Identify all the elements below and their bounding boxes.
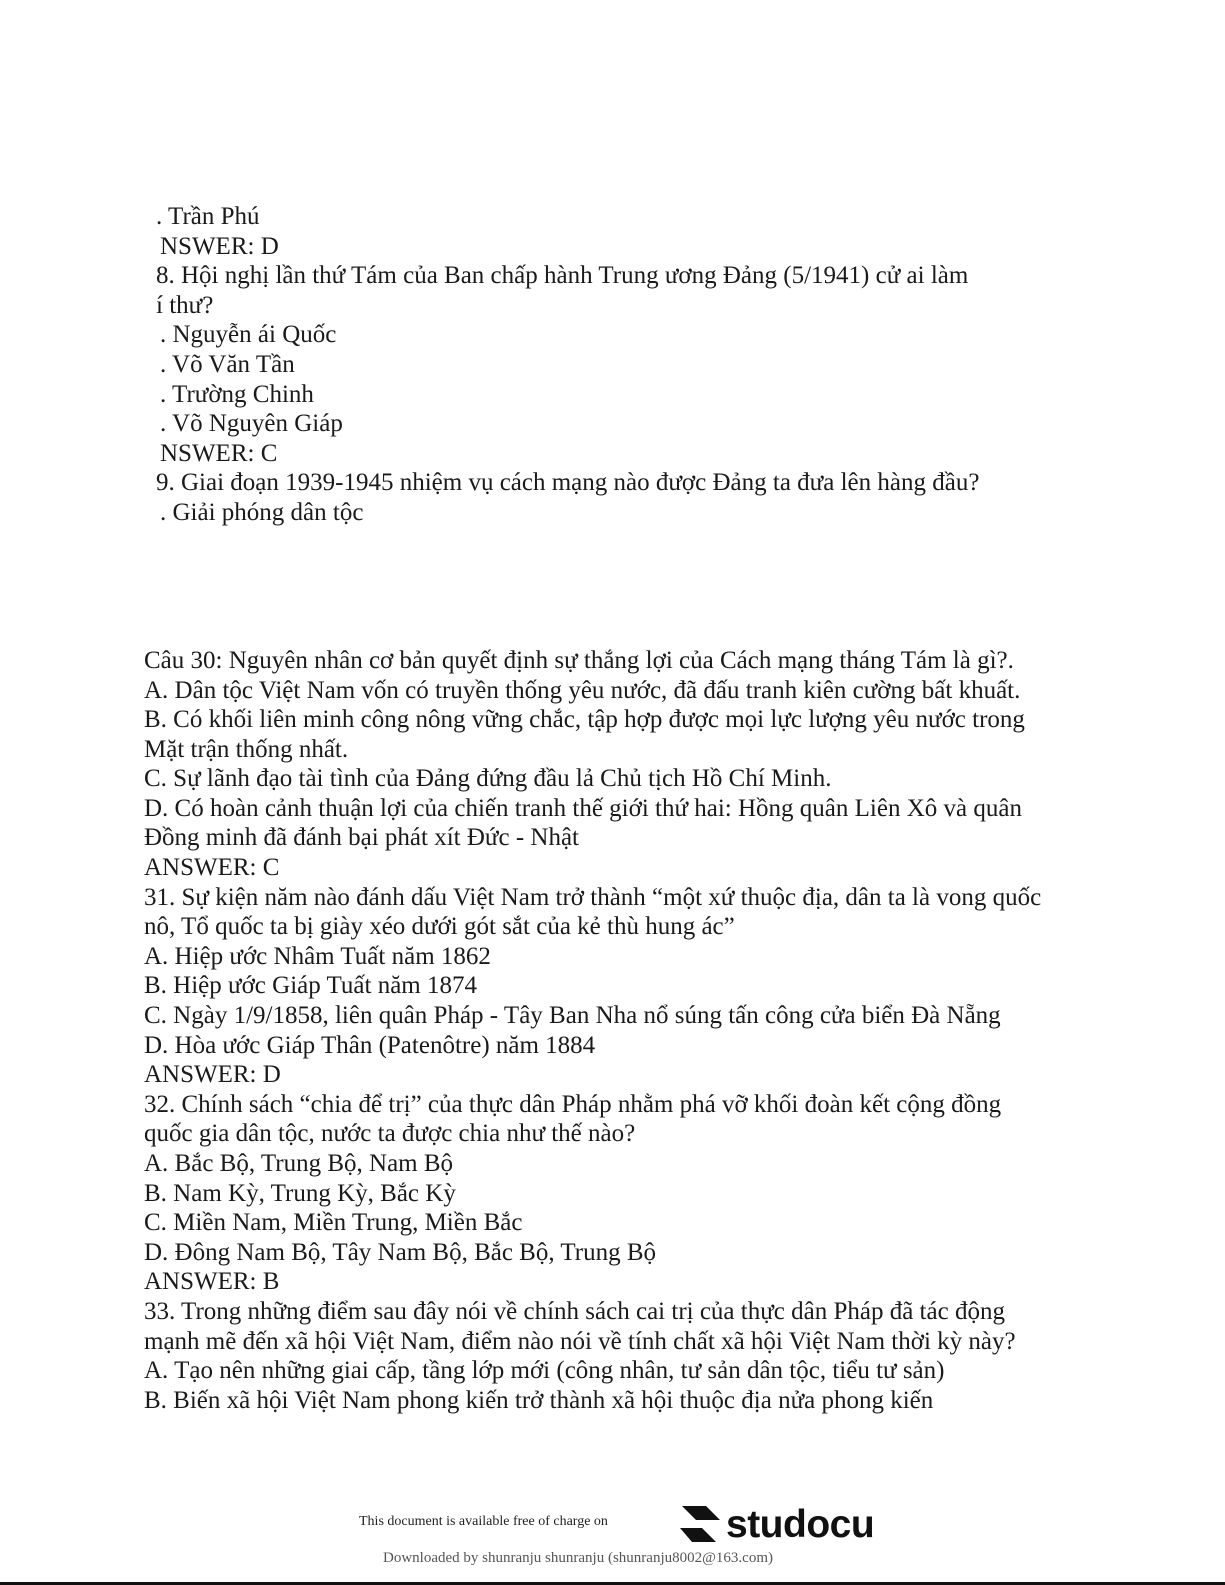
question-text-continued: í thư? [156, 292, 214, 319]
answer-key: ANSWER: D [144, 1061, 281, 1088]
answer-option: B. Có khối liên minh công nông vững chắc, tập hợp được mọi lực lượng yêu nước trong [144, 706, 1025, 733]
question-text-continued: quốc gia dân tộc, nước ta được chia như thế nào? [144, 1120, 636, 1147]
download-notice: Downloaded by shunranju shunranju (shunranju8002@163.com) [383, 1550, 773, 1566]
question-text: Câu 30: Nguyên nhân cơ bản quyết định sự thắng lợi của Cách mạng tháng Tám là gì?. [144, 647, 1014, 674]
answer-option: D. Hòa ước Giáp Thân (Patenôtre) năm 1884 [144, 1032, 596, 1059]
question-text: 31. Sự kiện năm nào đánh dấu Việt Nam trở thành “một xứ thuộc địa, dân ta là vong quốc [144, 884, 1042, 911]
answer-key: ANSWER: B [144, 1268, 280, 1295]
question-text: 8. Hội nghị lần thứ Tám của Ban chấp hành Trung ương Đảng (5/1941) cử ai làm [156, 262, 969, 289]
answer-option: C. Ngày 1/9/1858, liên quân Pháp - Tây Ban Nha nổ súng tấn công cửa biển Đà Nẵng [144, 1002, 1001, 1029]
question-text-continued: nô, Tổ quốc ta bị giày xéo dưới gót sắt của kẻ thù hung ác” [144, 913, 735, 940]
answer-option: B. Nam Kỳ, Trung Kỳ, Bắc Kỳ [144, 1180, 456, 1207]
answer-option: A. Hiệp ước Nhâm Tuất năm 1862 [144, 943, 491, 970]
answer-option: . Võ Nguyên Giáp [160, 410, 343, 437]
answer-option: . Nguyễn ái Quốc [160, 321, 337, 348]
answer-option: B. Hiệp ước Giáp Tuất năm 1874 [144, 972, 478, 999]
answer-option: D. Có hoàn cảnh thuận lợi của chiến tranh thế giới thứ hai: Hồng quân Liên Xô và quân [144, 795, 1022, 822]
answer-option: C. Sự lãnh đạo tài tình của Đảng đứng đầu lả Chủ tịch Hồ Chí Minh. [144, 765, 832, 792]
question-text: 33. Trong những điểm sau đây nói về chính sách cai trị của thực dân Pháp đã tác động [144, 1298, 1005, 1325]
answer-key: ANSWER: C [144, 854, 280, 881]
answer-option: D. Đông Nam Bộ, Tây Nam Bộ, Bắc Bộ, Trung Bộ [144, 1239, 657, 1266]
answer-option: . Trần Phú [156, 203, 260, 230]
studocu-wordmark: studocu [726, 1503, 875, 1546]
answer-key: NSWER: D [160, 233, 279, 260]
answer-option: B. Biến xã hội Việt Nam phong kiến trở thành xã hội thuộc địa nửa phong kiến [144, 1387, 934, 1414]
answer-option: A. Dân tộc Việt Nam vốn có truyền thống yêu nước, đã đấu tranh kiên cường bất khuất. [144, 677, 1021, 704]
studocu-logo[interactable] [676, 1500, 874, 1550]
answer-option: . Giải phóng dân tộc [160, 499, 364, 526]
availability-notice: This document is available free of charge on [359, 1514, 608, 1529]
question-text: 9. Giai đoạn 1939-1945 nhiệm vụ cách mạng nào được Đảng ta đưa lên hàng đầu? [156, 469, 980, 496]
answer-option: C. Miền Nam, Miền Trung, Miền Bắc [144, 1209, 523, 1236]
answer-key: NSWER: C [160, 440, 278, 467]
studocu-mark-icon [676, 1502, 722, 1548]
answer-option-continued: Đồng minh đã đánh bại phát xít Đức - Nhật [144, 824, 579, 851]
answer-option: A. Tạo nên những giai cấp, tầng lớp mới (công nhân, tư sản dân tộc, tiểu tư sản) [144, 1357, 945, 1384]
answer-option: A. Bắc Bộ, Trung Bộ, Nam Bộ [144, 1150, 454, 1177]
question-text-continued: mạnh mẽ đến xã hội Việt Nam, điểm nào nói về tính chất xã hội Việt Nam thời kỳ này? [144, 1328, 1016, 1355]
answer-option-continued: Mặt trận thống nhất. [144, 736, 349, 763]
answer-option: . Trường Chinh [160, 381, 314, 408]
answer-option: . Võ Văn Tần [160, 351, 295, 378]
question-text: 32. Chính sách “chia để trị” của thực dân Pháp nhằm phá vỡ khối đoàn kết cộng đồng [144, 1091, 1002, 1118]
